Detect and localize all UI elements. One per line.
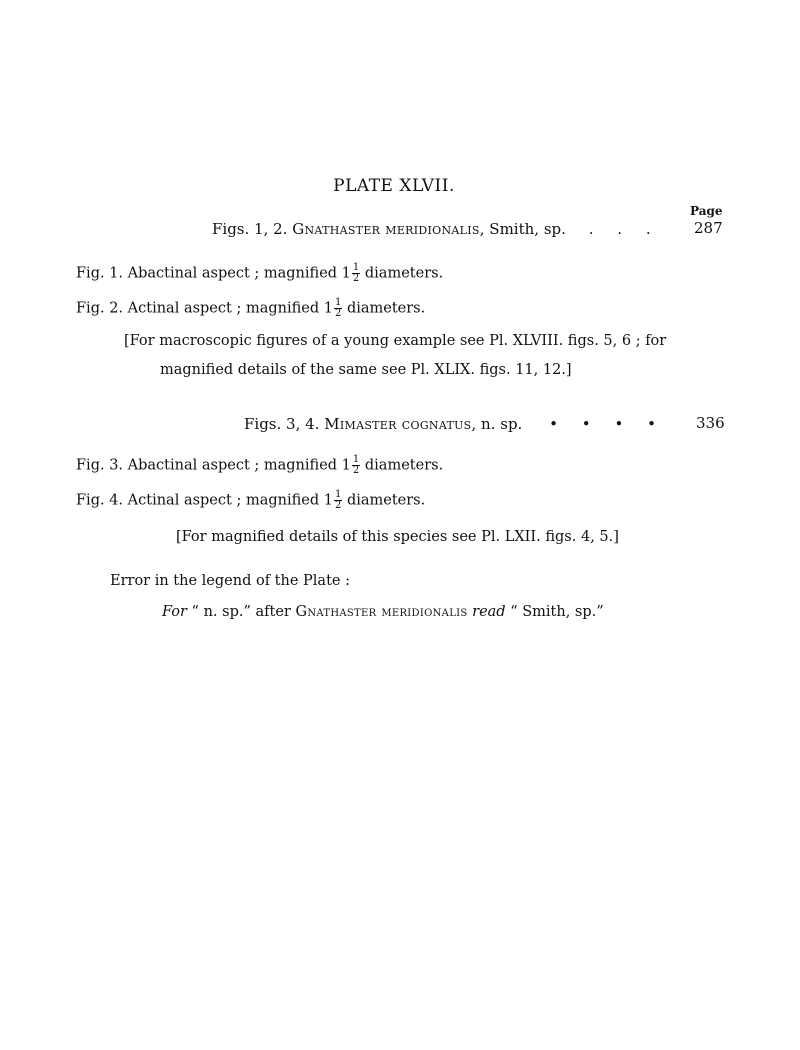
errata-species: Gnathaster meridionalis bbox=[295, 604, 468, 620]
figure-text-after: diameters. bbox=[360, 457, 444, 474]
figure-text: Abactinal aspect ; magnified 1 bbox=[127, 457, 351, 474]
figure-text: Actinal aspect ; magnified 1 bbox=[127, 492, 333, 509]
fraction-half: $\frac{1}{2}$ bbox=[352, 454, 360, 476]
errata-read-word: read bbox=[467, 604, 506, 620]
fraction-half: $\frac{1}{2}$ bbox=[334, 489, 342, 511]
figure-text-after: diameters. bbox=[342, 300, 426, 317]
errata-heading: Error in the legend of the Plate : bbox=[110, 573, 350, 589]
plate-title: PLATE XLVII. bbox=[333, 176, 455, 196]
reference-note-line: [For magnified details of this species see Pl. LXII. figs. 4, 5.] bbox=[176, 529, 619, 545]
errata-line bbox=[162, 604, 604, 620]
figs-label: Figs. 3, 4. bbox=[244, 415, 320, 433]
figure-text: Actinal aspect ; magnified 1 bbox=[127, 300, 333, 317]
leader-dots: . . . bbox=[588, 220, 651, 238]
figs-label: Figs. 1, 2. bbox=[212, 220, 288, 238]
page-number: 287 bbox=[694, 219, 723, 237]
figure-item bbox=[76, 455, 443, 476]
figure-item bbox=[76, 490, 425, 511]
figure-label: Fig. 4. bbox=[76, 492, 124, 509]
fraction-half: $\frac{1}{2}$ bbox=[334, 297, 342, 319]
figure-text: Abactinal aspect ; magnified 1 bbox=[127, 265, 351, 282]
section-heading-1 bbox=[212, 220, 651, 238]
errata-for-word: For bbox=[162, 604, 187, 620]
leader-dots: • • • • bbox=[549, 415, 657, 433]
page-column-label: Page bbox=[690, 204, 723, 218]
figure-label: Fig. 1. bbox=[76, 265, 124, 282]
page-number: 336 bbox=[696, 414, 725, 432]
reference-note-line: [For macroscopic figures of a young example see Pl. XLVIII. figs. 5, 6 ; for bbox=[124, 333, 667, 349]
figure-item bbox=[76, 298, 425, 319]
figure-label: Fig. 2. bbox=[76, 300, 124, 317]
errata-right-text: “ Smith, sp.” bbox=[505, 604, 604, 620]
species-name: Mimaster cognatus bbox=[324, 415, 472, 433]
species-authority: , n. sp. bbox=[471, 415, 523, 433]
figure-text-after: diameters. bbox=[342, 492, 426, 509]
figure-text-after: diameters. bbox=[360, 265, 444, 282]
errata-wrong-text: “ n. sp.” after bbox=[186, 604, 296, 620]
species-authority: , Smith, sp. bbox=[479, 220, 566, 238]
figure-label: Fig. 3. bbox=[76, 457, 124, 474]
species-name: Gnathaster meridionalis bbox=[292, 220, 480, 238]
figure-item bbox=[76, 263, 443, 284]
reference-note-line: magnified details of the same see Pl. XLIX. figs. 11, 12.] bbox=[160, 362, 572, 378]
section-heading-2 bbox=[244, 415, 656, 433]
fraction-half: $\frac{1}{2}$ bbox=[352, 262, 360, 284]
